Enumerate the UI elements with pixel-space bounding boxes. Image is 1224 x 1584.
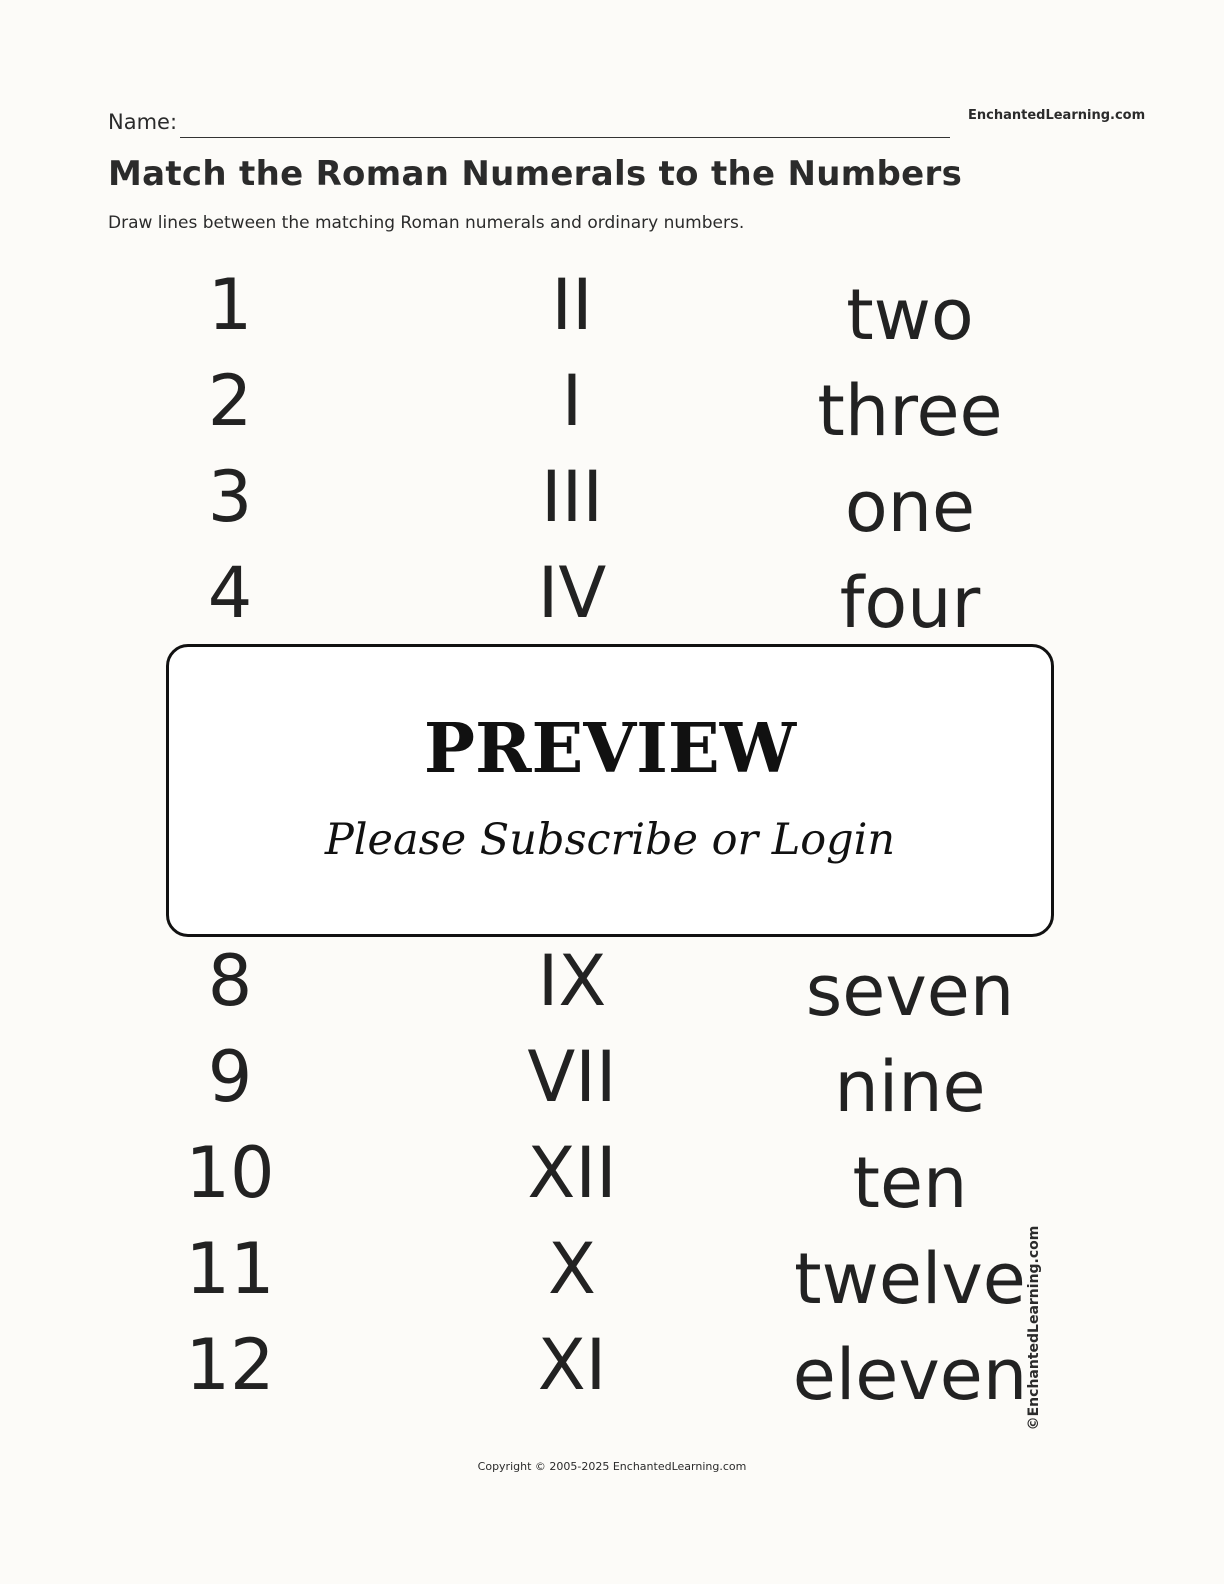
subscribe-login-prompt: Please Subscribe or Login — [324, 815, 896, 865]
word-cell: one — [844, 466, 976, 548]
roman-cell: XI — [537, 1324, 607, 1406]
page-title: Match the Roman Numerals to the Numbers — [108, 154, 963, 194]
roman-cell: X — [548, 1228, 596, 1310]
roman-cell: III — [541, 456, 603, 538]
side-credit: ©EnchantedLearning.com — [1026, 1225, 1042, 1431]
number-cell: 10 — [185, 1132, 275, 1214]
word-cell: two — [846, 274, 974, 356]
name-label: Name: — [108, 110, 178, 134]
roman-cell: I — [561, 360, 583, 442]
number-cell: 2 — [207, 360, 253, 442]
number-cell: 9 — [207, 1036, 253, 1118]
word-cell: seven — [805, 950, 1015, 1032]
number-cell: 8 — [207, 940, 253, 1022]
word-cell: ten — [852, 1142, 968, 1224]
number-cell: 4 — [207, 552, 253, 634]
roman-cell: II — [551, 264, 593, 346]
roman-cell: XII — [527, 1132, 617, 1214]
number-cell: 11 — [185, 1228, 275, 1310]
word-cell: four — [839, 562, 981, 644]
word-cell: twelve — [794, 1238, 1026, 1320]
number-cell: 3 — [207, 456, 253, 538]
preview-title: PREVIEW — [423, 709, 797, 789]
roman-cell: IV — [537, 552, 607, 634]
copyright: Copyright © 2005-2025 EnchantedLearning.com — [477, 1460, 747, 1473]
instructions: Draw lines between the matching Roman numerals and ordinary numbers. — [108, 213, 745, 233]
word-cell: nine — [834, 1046, 986, 1128]
word-cell: eleven — [792, 1334, 1028, 1416]
number-cell: 12 — [185, 1324, 275, 1406]
number-cell: 1 — [207, 264, 253, 346]
site-logo-text: EnchantedLearning.com — [968, 108, 1146, 123]
roman-cell: IX — [537, 940, 607, 1022]
preview-overlay — [166, 644, 1054, 937]
roman-cell: VII — [527, 1036, 617, 1118]
word-cell: three — [817, 370, 1003, 452]
name-line — [180, 137, 950, 138]
